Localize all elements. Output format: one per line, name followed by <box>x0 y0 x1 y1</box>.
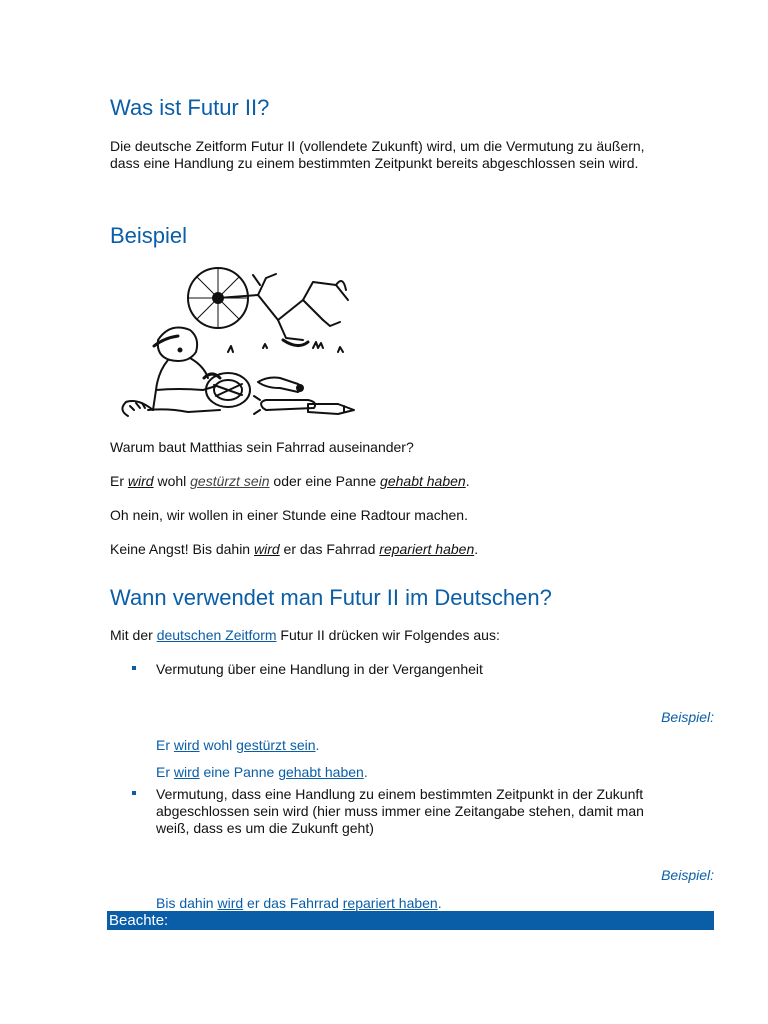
intro-line-1: Die deutsche Zeitform Futur II (vollendete Zukunft) wird, um die Vermutung zu äußern, <box>110 138 645 154</box>
beispiel-label: Beispiel: <box>661 709 714 725</box>
question-1: Warum baut Matthias sein Fahrrad auseinander? <box>110 439 414 455</box>
example-1: Er wird wohl gestürzt sein. <box>156 737 320 753</box>
bullet-marker <box>132 666 136 670</box>
beachte-banner: Beachte: <box>107 911 714 930</box>
question-2: Oh nein, wir wollen in einer Stunde eine Radtour machen. <box>110 507 468 523</box>
intro-line-2: dass eine Handlung zu einem bestimmten Zeitpunkt bereits abgeschlossen sein wird. <box>110 155 639 171</box>
section-title-beispiel: Beispiel <box>110 223 188 248</box>
usage-intro: Mit der deutschen Zeitform Futur II drücken wir Folgendes aus: <box>110 627 500 643</box>
answer-1: Er wird wohl gestürzt sein oder eine Panne gehabt haben. <box>110 473 470 489</box>
bullet-vergangenheit: Vermutung über eine Handlung in der Vergangenheit <box>156 661 483 677</box>
bullet-zukunft-line-3: weiß, dass es um die Zukunft geht) <box>156 820 374 836</box>
bicycle-repair-illustration <box>108 260 368 425</box>
section-title-wann: Wann verwendet man Futur II im Deutschen? <box>110 585 552 610</box>
example-2: Er wird eine Panne gehabt haben. <box>156 764 368 780</box>
deutsche-zeitform-link[interactable]: deutschen Zeitform <box>156 627 277 643</box>
section-title-futur: Was ist Futur II? <box>110 95 270 120</box>
example-3: Bis dahin wird er das Fahrrad repariert haben. <box>156 895 442 911</box>
beispiel-label-2: Beispiel: <box>661 867 714 883</box>
answer-2: Keine Angst! Bis dahin wird er das Fahrrad repariert haben. <box>110 541 479 557</box>
bullet-zukunft-line-2: abgeschlossen sein wird (hier muss immer eine Zeitangabe stehen, damit man <box>156 803 644 819</box>
bullet-zukunft-line-1: Vermutung, dass eine Handlung zu einem bestimmten Zeitpunkt in der Zukunft <box>156 786 644 802</box>
bullet-marker <box>132 791 136 795</box>
boy-bicycle-icon <box>108 260 368 425</box>
